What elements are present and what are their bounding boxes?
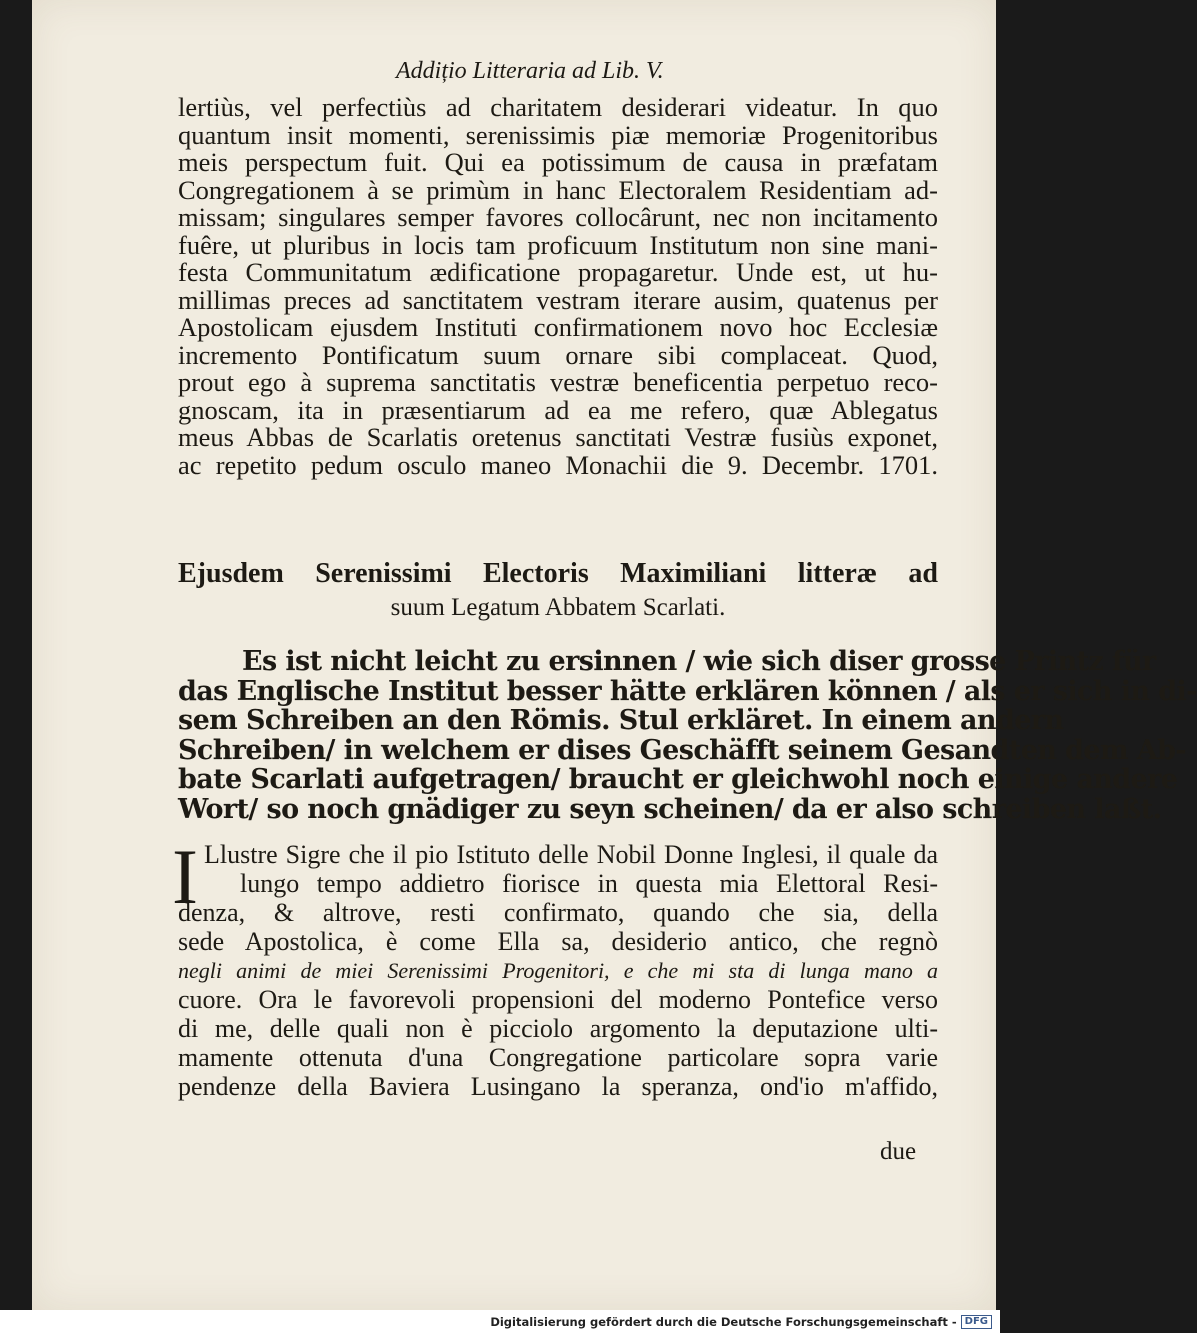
text-line: quantum insit momenti, serenissimis piæ memoriæ Progenitoribus [178,119,938,150]
text-line: meis perspectum fuit. Qui ea potissimum de causa in præfatam [178,147,938,177]
latin-paragraph [178,94,938,479]
text-line: denza, & altrove, resti confirmato, quando che sia, della [178,898,938,927]
text-line: ac repetito pedum osculo maneo Monachii die 9. Decembr. 1701. [178,449,938,480]
dfg-logo-icon: DFG [961,1315,992,1329]
drop-cap: I [172,833,198,920]
text-line: millimas preces ad sanctitatem vestram iterare ausim, quatenus per [178,284,938,315]
text-line: negli animi de miei Serenissimi Progenitori, e che mi sta di lunga mano a [178,958,938,983]
text-line: festa Communitatum ædificatione propagaretur. Unde est, ut hu- [178,257,938,287]
text-line: Llustre Sigre che il pio Istituto delle Nobil Donne Inglesi, il quale da [204,840,938,869]
text-line: gnoscam, ita in præsentiarum ad ea me refero, quæ Ablegatus [178,394,938,425]
digitization-footer [0,1310,1000,1333]
text-line: meus Abbas de Scarlatis oretenus sanctitati Vestræ fusiùs exponet, [178,422,938,452]
text-line: pendenze della Baviera Lusingano la speranza, ond'io m'affido, [178,1072,938,1101]
text-line: incremento Pontificatum suum ornare sibi complaceat. Quod, [178,339,938,370]
running-head: Addițio Litteraria ad Lib. V. [396,58,664,84]
text-line: cuore. Ora le favorevoli propensioni del moderno Pontefice verso [178,985,938,1014]
catchword: due [880,1138,917,1165]
text-line: lertiùs, vel perfectiùs ad charitatem desiderari videatur. In quo [178,92,938,122]
text-line: Schreiben/ in welchem er dises Geschäfft seinem Gesandten dem Ab- [178,734,1186,766]
text-line: missam; singulares semper favores collocârunt, nec non incitamento [178,202,938,232]
text-line: Wort/ so noch gnädiger zu seyn scheinen/ da er also schreiben laßt. [178,793,1162,825]
text-line: Es ist nicht leicht zu ersinnen / wie sich diser grosse Printz für [242,646,1156,677]
text-line: bate Scarlati aufgetragen/ braucht er gleichwohl noch einige andere [178,764,1178,795]
text-line: sede Apostolica, è come Ella sa, desiderio antico, che regnò [178,927,938,956]
italian-paragraph [178,840,938,1101]
text-line: Congregationem à se primùm in hanc Electoralem Residentiam ad- [178,174,938,205]
text-line: sem Schreiben an den Römis. Stul erkläret. In einem andern [178,705,1064,736]
footer-text: Digitalisierung gefördert durch die Deutsche Forschungsgemeinschaft - [490,1314,957,1329]
text-line: fuêre, ut pluribus in locis tam proficuum Institutum non sine mani- [178,229,938,260]
text-line: mamente ottenuta d'una Congregatione particolare sopra varie [178,1043,938,1072]
heading-line-2: suum Legatum Abbatem Scarlati. [390,594,726,621]
german-paragraph [178,646,1197,825]
heading-line-1: Ejusdem Serenissimi Electoris Maximiliani litteræ ad [178,558,938,589]
text-line: di me, delle quali non è picciolo argomento la deputazione ulti- [178,1014,938,1043]
text-line: Apostolicam ejusdem Instituti confirmationem novo hoc Ecclesiæ [178,312,938,342]
section-heading [178,556,938,624]
text-line: lungo tempo addietro fiorisce in questa mia Elettoral Resi- [240,869,938,898]
text-line: prout ego à suprema sanctitatis vestræ beneficentia perpetuo reco- [178,367,938,397]
text-line: das Englische Institut besser hätte erklären können / als er sich in di- [178,675,1197,707]
